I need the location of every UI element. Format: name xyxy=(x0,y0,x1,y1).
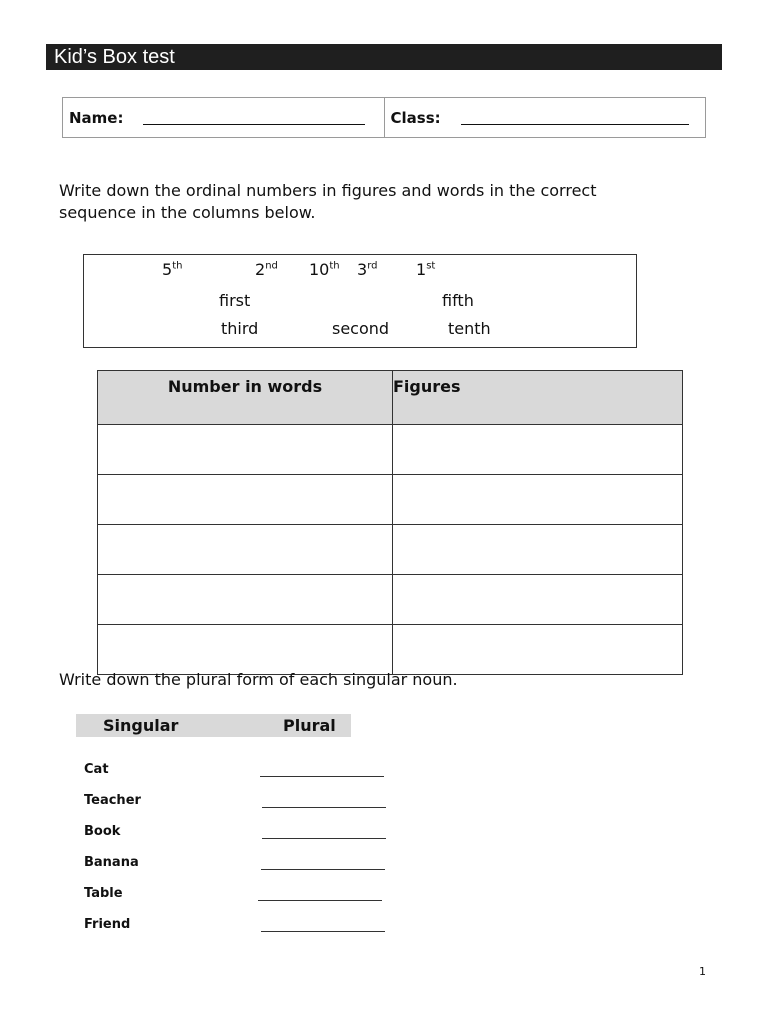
name-cell xyxy=(63,98,384,137)
table-row xyxy=(98,575,683,625)
answer-cell[interactable] xyxy=(98,575,393,625)
instruction-line: Write down the ordinal numbers in figures and words in the correct xyxy=(59,181,597,200)
plural-blank[interactable] xyxy=(258,890,382,901)
worksheet-title: Kid’s Box test xyxy=(46,44,722,70)
exercise2-instruction: Write down the plural form of each singular noun. xyxy=(59,670,458,689)
bank-figure: 2nd xyxy=(255,260,278,279)
plural-blank[interactable] xyxy=(261,921,385,932)
noun-item: Banana xyxy=(84,855,139,870)
singular-header: Singular xyxy=(103,716,179,735)
class-blank[interactable] xyxy=(461,110,689,125)
plural-blank[interactable] xyxy=(261,859,385,870)
table-row xyxy=(98,625,683,675)
student-info-box xyxy=(62,97,706,138)
instruction-line: sequence in the columns below. xyxy=(59,203,316,222)
answer-cell[interactable] xyxy=(98,525,393,575)
column-header-words: Number in words xyxy=(98,371,393,425)
plural-blank[interactable] xyxy=(262,828,386,839)
bank-figure: 10th xyxy=(309,260,340,279)
bank-figure: 1st xyxy=(416,260,436,279)
answer-cell[interactable] xyxy=(393,475,683,525)
class-cell xyxy=(384,98,706,137)
exercise1-instruction xyxy=(59,180,596,224)
bank-figure: 3rd xyxy=(357,260,378,279)
plural-header: Plural xyxy=(283,716,336,735)
bank-word: first xyxy=(219,291,251,310)
word-bank xyxy=(83,254,637,348)
bank-word: tenth xyxy=(448,319,491,338)
plural-table-header xyxy=(76,714,351,737)
column-header-figures: Figures xyxy=(393,371,683,425)
class-label: Class: xyxy=(390,108,441,127)
bank-word: third xyxy=(221,319,259,338)
table-row xyxy=(98,525,683,575)
bank-word: fifth xyxy=(442,291,474,310)
answer-cell[interactable] xyxy=(393,425,683,475)
page-number: 1 xyxy=(699,965,706,978)
noun-item: Book xyxy=(84,824,121,839)
answer-cell[interactable] xyxy=(98,425,393,475)
answer-cell[interactable] xyxy=(393,575,683,625)
noun-item: Table xyxy=(84,886,123,901)
noun-item: Teacher xyxy=(84,793,141,808)
answer-cell[interactable] xyxy=(98,625,393,675)
bank-word: second xyxy=(332,319,390,338)
answer-cell[interactable] xyxy=(393,525,683,575)
bank-figure: 5th xyxy=(162,260,183,279)
plural-blank[interactable] xyxy=(262,797,386,808)
answer-cell[interactable] xyxy=(98,475,393,525)
name-label: Name: xyxy=(69,108,124,127)
name-blank[interactable] xyxy=(143,110,365,125)
noun-item: Friend xyxy=(84,917,131,932)
plural-blank[interactable] xyxy=(260,766,384,777)
ordinal-answer-table xyxy=(97,370,683,675)
table-row xyxy=(98,475,683,525)
table-row xyxy=(98,425,683,475)
noun-item: Cat xyxy=(84,762,109,777)
answer-cell[interactable] xyxy=(393,625,683,675)
